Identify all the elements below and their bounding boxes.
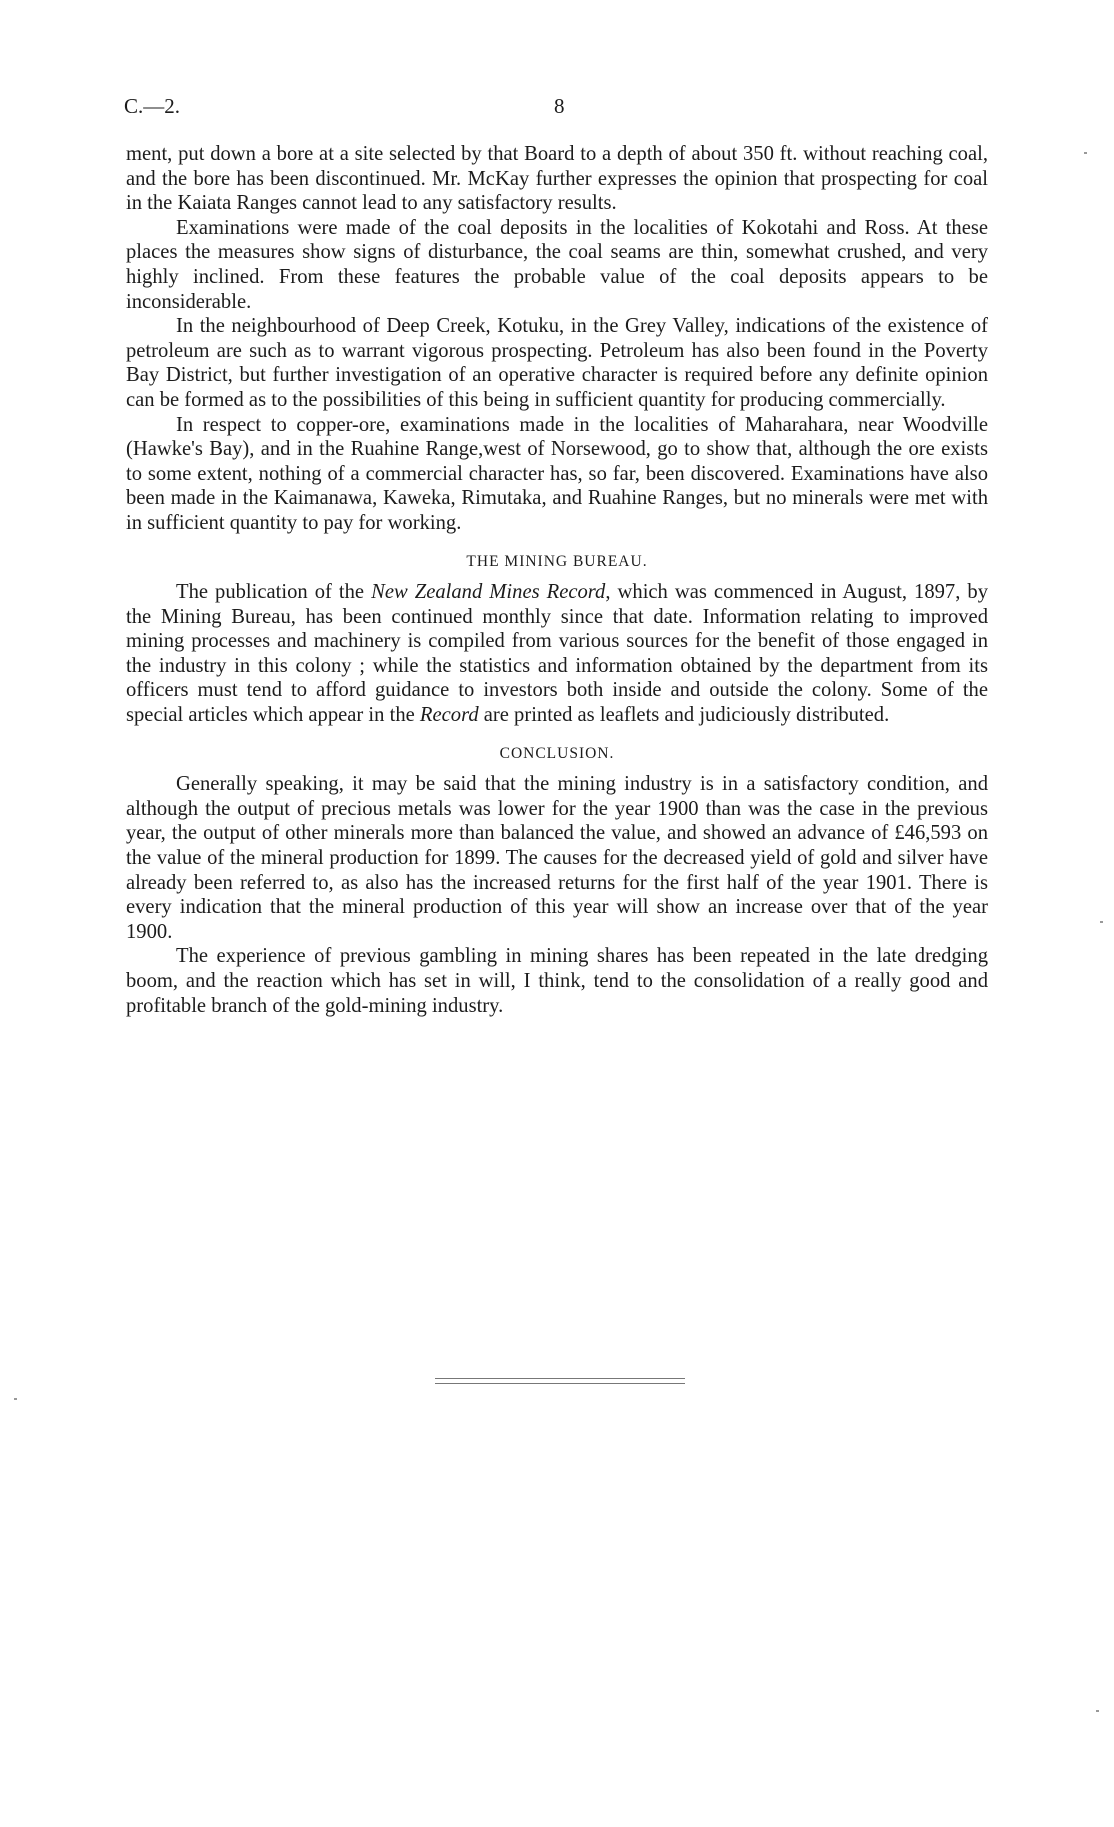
- paragraph-mining-bureau: [126, 580, 988, 728]
- paragraph-continuation: ment, put down a bore at a site selected by that Board to a depth of about 350 ft. without reaching coal, and the bore has been discontinued. Mr. McKay further expresses the opinion that prospecting for coal in the Kaiata Ranges cannot lead to any satisfactory results.: [126, 143, 988, 215]
- paragraph-conclusion-2: The experience of previous gambling in mining shares has been repeated in the late dredging boom, and the reaction which has set in will, I think, tend to the consolidation of a really good and profitable branch of the gold-mining industry.: [126, 945, 988, 1017]
- record-title: Record: [419, 704, 479, 727]
- text-segment: , which was commenced in August, 1897, by the Mining Bureau, has been continued monthly since that date. Information relating to improved mining processes and machinery is compiled from various sources for the benefit of those engaged in the industry in this colony ; while the statistics and information obtained by the department from its officers must tend to afford guidance to investors both inside and outside the colony. Some of the special articles which appear in the: [126, 581, 988, 727]
- section-heading-conclusion: CONCLUSION.: [499, 744, 615, 762]
- end-rule-divider: [435, 1378, 685, 1384]
- publication-title: New Zealand Mines Record: [371, 581, 606, 604]
- page-body: [126, 142, 988, 1018]
- scan-speck: [14, 1398, 17, 1400]
- scan-speck: [1100, 921, 1103, 923]
- text-segment: are printed as leaflets and judiciously distributed.: [478, 704, 890, 727]
- paragraph-coal-deposits: Examinations were made of the coal deposits in the localities of Kokotahi and Ross. At these places the measures show signs of disturbance, the coal seams are thin, somewhat crushed, and very highly inclined. From these features the probable value of the coal deposits appears to be inconsiderable.: [126, 216, 988, 313]
- text-segment: The publication of the: [176, 581, 372, 604]
- section-heading-mining-bureau: THE MINING BUREAU.: [466, 552, 648, 570]
- paragraph-petroleum: In the neighbourhood of Deep Creek, Kotuku, in the Grey Valley, indications of the existence of petroleum are such as to warrant vigorous prospecting. Petroleum has also been found in the Poverty Bay District, but further investigation of an operative character is required before any definite opinion can be formed as to the possibilities of this being in sufficient quantity for producing commercially.: [126, 315, 988, 411]
- scan-speck: [1084, 152, 1087, 154]
- paragraph-copper-ore: In respect to copper-ore, examinations made in the localities of Maharahara, near Woodville (Hawke's Bay), and in the Ruahine Range,west of Norsewood, go to show that, although the ore exists to some extent, nothing of a commercial character has, so far, been discovered. Examinations have also been made in the Kaimanawa, Kaweka, Rimutaka, and Ruahine Ranges, but no minerals were met with in sufficient quantity to pay for working.: [126, 413, 988, 534]
- page-number: 8: [554, 94, 565, 118]
- paragraph-conclusion-1: Generally speaking, it may be said that the mining industry is in a satisfactory condition, and although the output of precious metals was lower for the year 1900 than was the case in the previous year, the output of other minerals more than balanced the value, and showed an advance of £46,593 on the value of the mineral production for 1899. The causes for the decreased yield of gold and silver have already been referred to, as also has the increased returns for the first half of the year 1901. There is every indication that the mineral production of this year will show an increase over that of the year 1900.: [126, 773, 988, 943]
- document-reference: C.—2.: [124, 94, 181, 118]
- scan-speck: [1096, 1710, 1099, 1712]
- page-header: [124, 94, 992, 122]
